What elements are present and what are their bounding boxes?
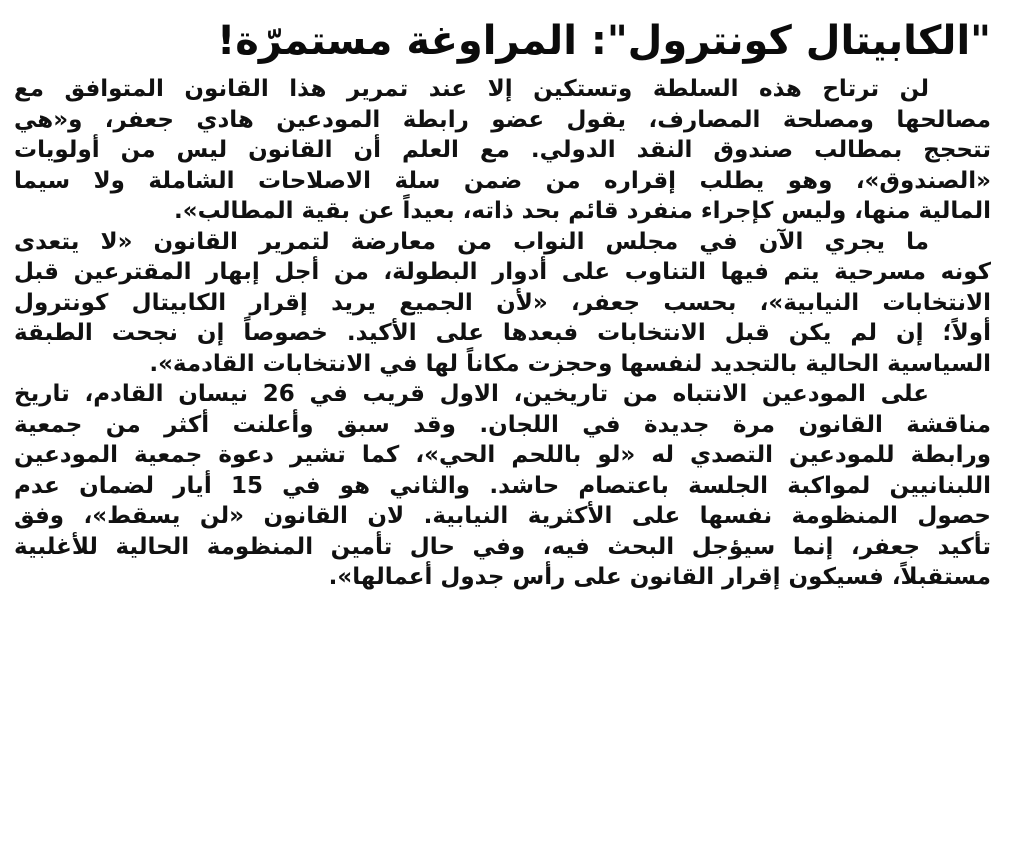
body-line: «الصندوق»، وهو يطلب إقراره من ضمن سلة الاصلاحات الشاملة ولا سيما xyxy=(14,167,991,194)
body-line: تأكيد جعفر، إنما سيؤجل البحث فيه، وفي حال تأمين المنظومة الحالية للأغلبية xyxy=(14,533,991,560)
body-line: المالية منها، وليس كإجراء منفرد قائم بحد ذاته، بعيداً عن بقية المطالب». xyxy=(173,198,991,224)
body-line: ما يجري الآن في مجلس النواب من معارضة لتمرير القانون «لا يتعدى xyxy=(14,228,929,255)
body-line: اللبنانيين لمواكبة الجلسة باعتصام حاشد. والثاني هو في 15 أيار لضمان عدم xyxy=(14,472,991,499)
body-line: السياسية الحالية بالتجديد لنفسها وحجزت مكاناً لها في الانتخابات القادمة». xyxy=(149,350,991,377)
body-line: الانتخابات النيابية»، بحسب جعفر، «لأن الجميع يريد إقرار الكابيتال كونترول xyxy=(14,289,991,316)
body-line: كونه مسرحية يتم فيها التناوب على أدوار البطولة، من أجل إبهار المقترعين قبل xyxy=(14,259,991,285)
body-line: مناقشة القانون مرة جديدة في اللجان. وقد سبق وأعلنت أكثر من جمعية xyxy=(14,411,991,438)
body-line: حصول المنظومة نفسها على الأكثرية النيابية. لان القانون «لن يسقط»، وفق xyxy=(14,503,991,529)
body-line: مستقبلاً، فسيكون إقرار القانون على رأس جدول أعمالها». xyxy=(328,564,991,590)
article-headline: "الكابيتال كونترول": المراوغة مستمرّة! xyxy=(217,18,991,64)
body-line: على المودعين الانتباه من تاريخين، الاول قريب في 26 نيسان القادم، تاريخ xyxy=(14,381,929,407)
body-line: أولاً؛ إن لم يكن قبل الانتخابات فبعدها على الأكيد. خصوصاً إن نجحت الطبقة xyxy=(14,320,991,346)
body-line: لن ترتاح هذه السلطة وتستكين إلا عند تمرير هذا القانون المتوافق مع xyxy=(14,76,929,102)
body-line: ورابطة للمودعين التصدي له «لو باللحم الحي»، كما تشير دعوة جمعية المودعين xyxy=(14,442,991,468)
article-body xyxy=(14,74,991,593)
body-line: مصالحها ومصلحة المصارف، يقول عضو رابطة المودعين هادي جعفر، و«هي xyxy=(14,106,991,133)
body-line: تتحجج بمطالب صندوق النقد الدولي. مع العلم أن القانون ليس من أولويات xyxy=(14,137,991,163)
